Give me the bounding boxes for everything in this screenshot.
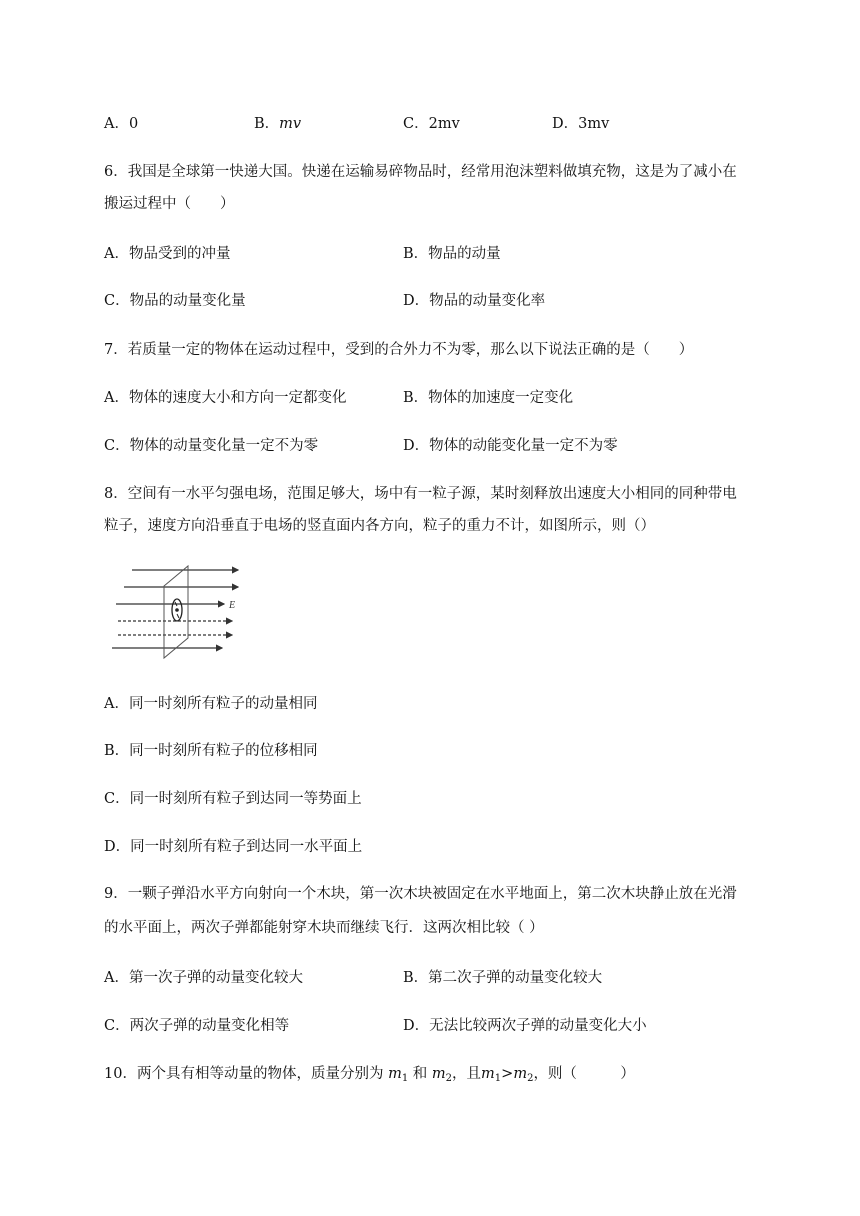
q8-option-d	[104, 835, 362, 856]
source-dot	[175, 608, 179, 612]
conjunction: 和	[412, 1066, 428, 1082]
option-letter: B．	[403, 970, 429, 986]
option-letter: D．	[403, 438, 430, 454]
option-text: 同一时刻所有粒子的位移相同	[129, 743, 318, 759]
option-letter: D．	[104, 839, 131, 855]
q8-stem-line1: 8．空间有一水平匀强电场，范围足够大，场中有一粒子源，某时刻释放出速度大小相同的同种带电	[104, 486, 737, 502]
option-letter: A．	[104, 696, 129, 712]
q8-option-b	[104, 739, 318, 760]
option-text: 物体的速度大小和方向一定都变化	[128, 390, 347, 406]
q7-option-a	[104, 386, 346, 407]
option-letter: D．	[403, 1018, 430, 1034]
option-letter: B．	[403, 246, 429, 262]
q5-option-a	[104, 112, 138, 133]
q9-stem-line1: 9．一颗子弹沿水平方向射向一个木块，第一次木块被固定在水平地面上，第二次木块静止放在光滑	[104, 886, 737, 902]
q10-stem-part-a: 10．两个具有相等动量的物体，质量分别为	[104, 1066, 384, 1082]
subscript: 2	[445, 1073, 453, 1084]
subscript: 1	[401, 1073, 409, 1084]
option-text: 同一时刻所有粒子到达同一等势面上	[129, 791, 362, 807]
q9-option-d	[403, 1014, 647, 1035]
q6-option-d	[403, 289, 545, 310]
q8-option-a	[104, 692, 317, 713]
vertical-plane	[164, 566, 188, 658]
option-letter: C．	[104, 438, 130, 454]
q8-stem-line2: 粒子，速度方向沿垂直于电场的竖直面内各方向，粒子的重力不计，如图所示，则（）	[104, 518, 655, 534]
option-letter: A．	[104, 116, 129, 132]
option-text: 物体的动量变化量一定不为零	[129, 438, 319, 454]
option-letter: C．	[403, 116, 429, 132]
q10-stem-part-b: ，且	[452, 1066, 482, 1082]
q9-option-a	[104, 966, 303, 987]
q7-option-c	[104, 434, 318, 455]
option-letter: B．	[104, 743, 130, 759]
option-text: 3mv	[578, 116, 610, 132]
q9-option-b	[403, 966, 602, 987]
option-letter: A．	[104, 390, 129, 406]
q7-option-b	[403, 386, 573, 407]
option-text: 无法比较两次子弹的动量变化大小	[429, 1018, 647, 1034]
option-text: 同一时刻所有粒子到达同一水平面上	[130, 839, 363, 855]
field-lines	[112, 570, 238, 648]
option-letter: B．	[403, 390, 429, 406]
q6-option-a	[104, 242, 230, 263]
option-letter: C．	[104, 1018, 130, 1034]
option-text: 同一时刻所有粒子的动量相同	[128, 696, 318, 712]
mass-symbol: m	[481, 1066, 495, 1082]
field-label-e: E	[229, 600, 236, 611]
option-text: 2mv	[428, 116, 460, 132]
option-text: 0	[128, 116, 139, 132]
option-letter: C．	[104, 791, 130, 807]
q6-stem-line2: 搬运过程中（ ）	[104, 196, 235, 212]
option-text: mv	[279, 116, 302, 132]
mass-symbol: m	[388, 1066, 402, 1082]
q7-stem: 7．若质量一定的物体在运动过程中，受到的合外力不为零，那么以下说法正确的是（ ）	[104, 342, 694, 358]
q10-stem	[104, 1062, 635, 1084]
q5-option-d	[552, 112, 609, 133]
q9-option-c	[104, 1014, 289, 1035]
option-text: 物体的动能变化量一定不为零	[429, 438, 618, 454]
subscript: 2	[527, 1073, 534, 1084]
option-text: 物品的动量	[428, 246, 501, 262]
q7-option-d	[403, 434, 618, 455]
option-text: 物品的动量变化量	[129, 293, 246, 309]
q5-option-b	[254, 112, 301, 133]
option-letter: D．	[552, 116, 579, 132]
q5-option-c	[403, 112, 460, 133]
mass-symbol: m	[431, 1066, 446, 1082]
mass-symbol: m	[513, 1066, 528, 1082]
option-text: 第二次子弹的动量变化较大	[428, 970, 603, 986]
option-letter: A．	[104, 970, 129, 986]
greater-than: >	[501, 1066, 514, 1082]
q9-stem-line2: 的水平面上，两次子弹都能射穿木块而继续飞行．这两次相比较（ ）	[104, 920, 544, 936]
option-text: 物品受到的冲量	[128, 246, 231, 262]
option-letter: B．	[254, 116, 280, 132]
option-letter: C．	[104, 293, 130, 309]
option-letter: D．	[403, 293, 430, 309]
subscript: 1	[494, 1073, 502, 1084]
q10-stem-part-c: ，则（ ）	[533, 1066, 635, 1082]
electric-field-figure	[104, 562, 252, 664]
q8-option-c	[104, 787, 362, 808]
q6-option-c	[104, 289, 246, 310]
q6-stem-line1: 6．我国是全球第一快递大国。快递在运输易碎物品时，经常用泡沫塑料做填充物，这是为了减小在	[104, 164, 737, 180]
option-letter: A．	[104, 246, 129, 262]
option-text: 物品的动量变化率	[429, 293, 546, 309]
q6-option-b	[403, 242, 501, 263]
option-text: 两次子弹的动量变化相等	[129, 1018, 290, 1034]
option-text: 物体的加速度一定变化	[428, 390, 574, 406]
option-text: 第一次子弹的动量变化较大	[128, 970, 303, 986]
